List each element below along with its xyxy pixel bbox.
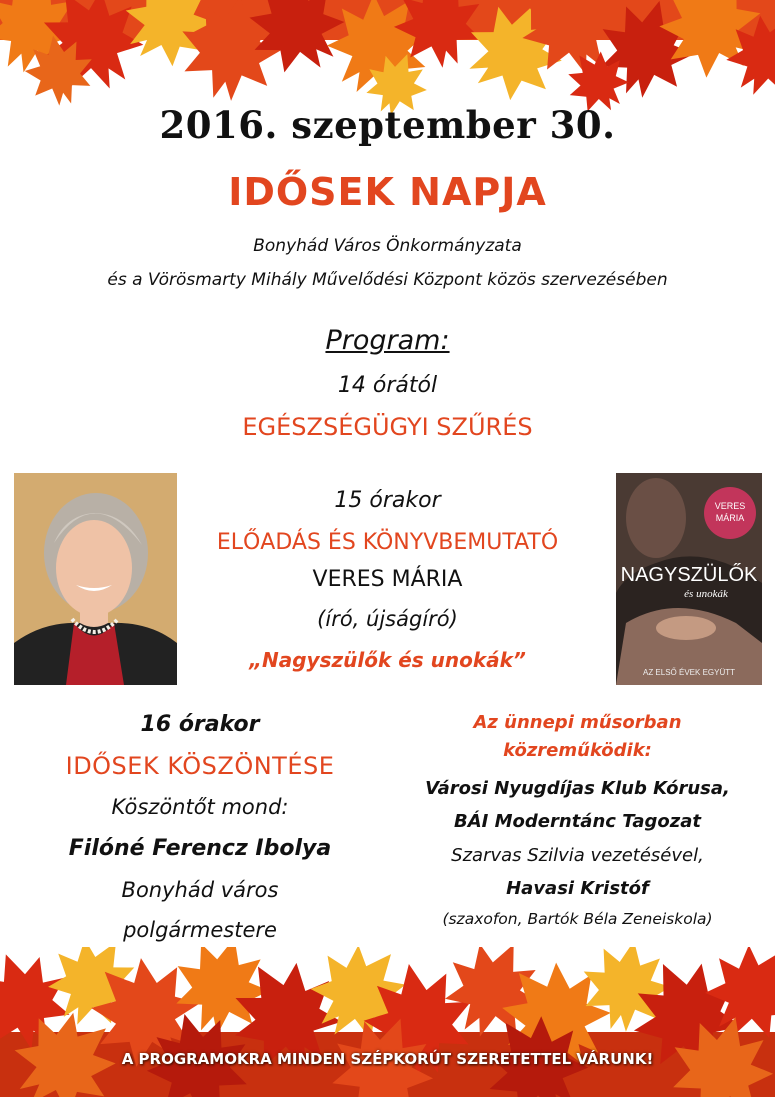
slot2-book-title: „Nagyszülők és unokák”	[249, 648, 526, 672]
cover-author-top: VERES	[714, 501, 746, 511]
book-cover	[616, 473, 762, 685]
organizer-line-1: Bonyhád Város Önkormányzata	[253, 236, 522, 256]
slot2-time: 15 órakor	[334, 488, 441, 513]
slot1-event: EGÉSZSÉGÜGYI SZŰRÉS	[242, 413, 533, 441]
performer-item: Városi Nyugdíjas Klub Kórusa,	[425, 778, 730, 799]
performer-item: Havasi Kristóf	[506, 878, 649, 899]
slot3-event: IDŐSEK KÖSZÖNTÉSE	[65, 752, 335, 780]
cover-title-sub: és unokák	[684, 588, 728, 600]
organizer-line-2: és a Vörösmarty Mihály Művelődési Központ közös szervezésében	[107, 270, 668, 290]
slot2-event: ELŐADÁS ÉS KÖNYVBEMUTATÓ	[216, 530, 559, 555]
program-heading: Program:	[325, 325, 450, 356]
cover-title-main: NAGYSZÜLŐK	[620, 564, 758, 586]
performer-item: (szaxofon, Bartók Béla Zeneiskola)	[442, 910, 713, 928]
event-title: IDŐSEK NAPJA	[228, 170, 547, 214]
slot3-time: 16 órakor	[140, 712, 260, 737]
slot3-position-line-1: Bonyhád város	[121, 878, 279, 902]
performer-item: BÁI Moderntánc Tagozat	[454, 811, 701, 832]
festive-heading-line-1: Az ünnepi műsorban	[473, 712, 682, 733]
festive-heading-line-2: közreműködik:	[503, 740, 652, 761]
slot1-time: 14 órától	[337, 373, 438, 398]
autumn-leaves-bottom-icon	[0, 947, 775, 1097]
slot3-speaks-label: Köszöntőt mond:	[111, 795, 289, 819]
performer-item: Szarvas Szilvia vezetésével,	[451, 845, 704, 866]
slot2-role: (író, újságíró)	[317, 607, 458, 631]
cover-tagline: AZ ELSŐ ÉVEK EGYÜTT	[642, 668, 736, 677]
event-date: 2016. szeptember 30.	[159, 103, 616, 147]
slot2-author: VERES MÁRIA	[312, 567, 463, 592]
cover-author-bottom: MÁRIA	[715, 513, 745, 523]
autumn-leaves-top-icon	[0, 0, 775, 115]
closing-invitation: A PROGRAMOKRA MINDEN SZÉPKORÚT SZERETETTEL VÁRUNK!	[121, 1050, 654, 1068]
slot3-position-line-2: polgármestere	[123, 918, 277, 942]
slot3-speaker: Filóné Ferencz Ibolya	[68, 836, 332, 861]
